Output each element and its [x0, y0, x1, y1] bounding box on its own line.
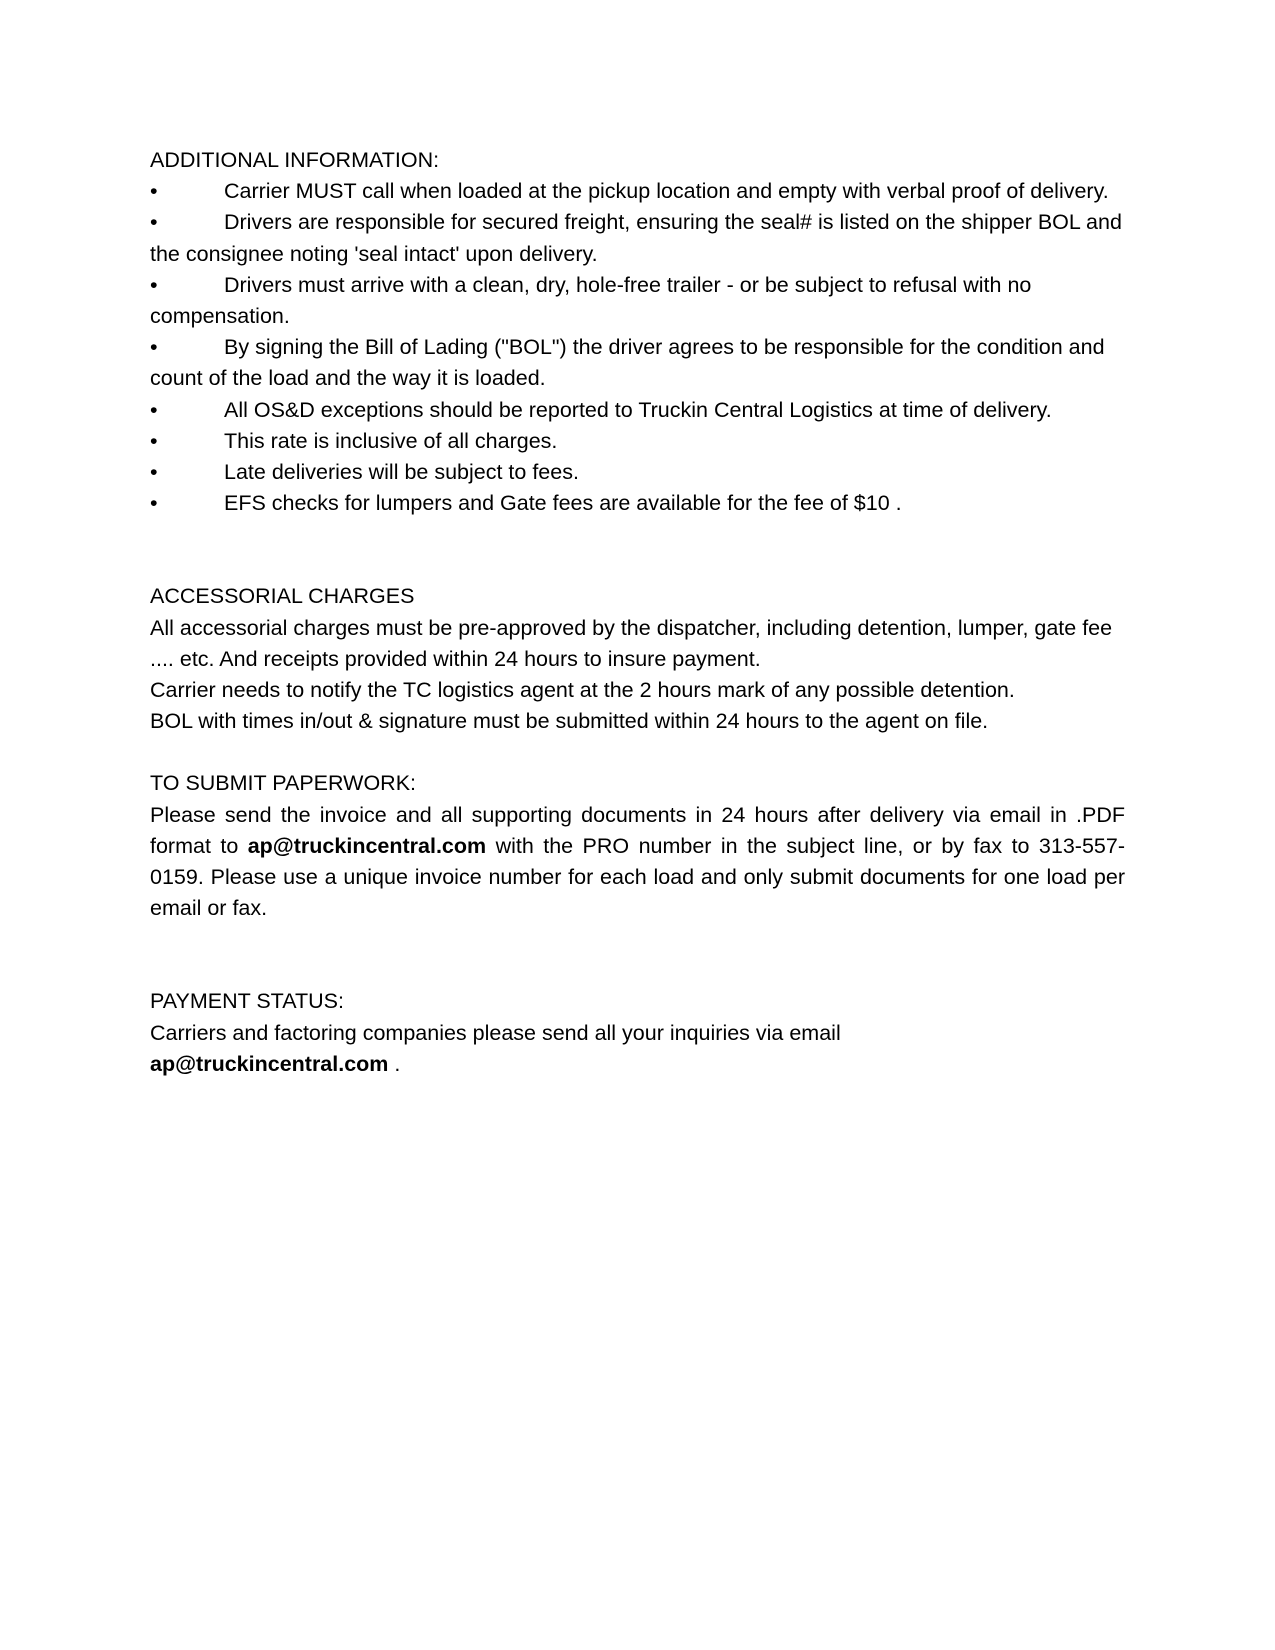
payment-status-email-line: ap@truckincentral.com . [150, 1051, 401, 1076]
section-spacer [150, 924, 1125, 986]
submit-paperwork-heading: TO SUBMIT PAPERWORK: [150, 771, 417, 796]
bullet-icon: • [150, 460, 158, 485]
list-item: • By signing the Bill of Lading ("BOL") the driver agrees to be responsible for the condition and count of the load and the way it is loaded. [150, 332, 1125, 394]
document-body [150, 145, 1125, 1080]
bullet-icon: • [150, 179, 158, 204]
bullet-icon: • [150, 210, 158, 235]
bullet-icon: • [150, 272, 158, 297]
list-item: • Carrier MUST call when loaded at the pickup location and empty with verbal proof of delivery. [150, 176, 1125, 207]
list-item: • EFS checks for lumpers and Gate fees are available for the fee of $10 . [150, 488, 1125, 519]
list-item: • Drivers are responsible for secured freight, ensuring the seal# is listed on the shipper BOL and the consignee noting 'seal intact' upon delivery. [150, 207, 1125, 269]
accessorial-charges-heading: ACCESSORIAL CHARGES [150, 584, 415, 609]
additional-information-heading: ADDITIONAL INFORMATION: [150, 148, 440, 172]
section-spacer [150, 519, 1125, 581]
bullet-icon: • [150, 397, 158, 422]
payment-status-heading: PAYMENT STATUS: [150, 989, 344, 1014]
accessorial-text: BOL with times in/out & signature must be submitted within 24 hours to the agent on file. [150, 709, 989, 734]
accessorial-text: Carrier needs to notify the TC logistics agent at the 2 hours mark of any possible detention. [150, 678, 1015, 703]
additional-information-list [150, 176, 1125, 519]
list-item: • This rate is inclusive of all charges. [150, 426, 1125, 457]
bullet-icon: • [150, 335, 158, 360]
section-spacer [150, 737, 1125, 768]
list-item: • Late deliveries will be subject to fees. [150, 457, 1125, 488]
list-item: • Drivers must arrive with a clean, dry, hole-free trailer - or be subject to refusal with no compensation. [150, 270, 1125, 332]
bullet-icon: • [150, 491, 158, 516]
ap-email-link[interactable]: ap@truckincentral.com [150, 1051, 389, 1076]
accessorial-text: All accessorial charges must be pre-approved by the dispatcher, including detention, lumper, gate fee .... etc. And receipts provided within 24 hours to insure payment. [150, 615, 1113, 671]
ap-email-link[interactable]: ap@truckincentral.com [247, 833, 487, 858]
submit-paperwork-text: Please send the invoice and all supporting documents in 24 hours after delivery via email in .PDF format to ap@truckincentral.com with the PRO number in the subject line, or by fax to 313-557-0159. Please use a unique invoice number for each load and only submit documents for one load per email or fax. [150, 802, 1125, 921]
bullet-icon: • [150, 428, 158, 453]
list-item: • All OS&D exceptions should be reported to Truckin Central Logistics at time of delivery. [150, 395, 1125, 426]
payment-status-text: Carriers and factoring companies please send all your inquiries via email [150, 1020, 841, 1045]
